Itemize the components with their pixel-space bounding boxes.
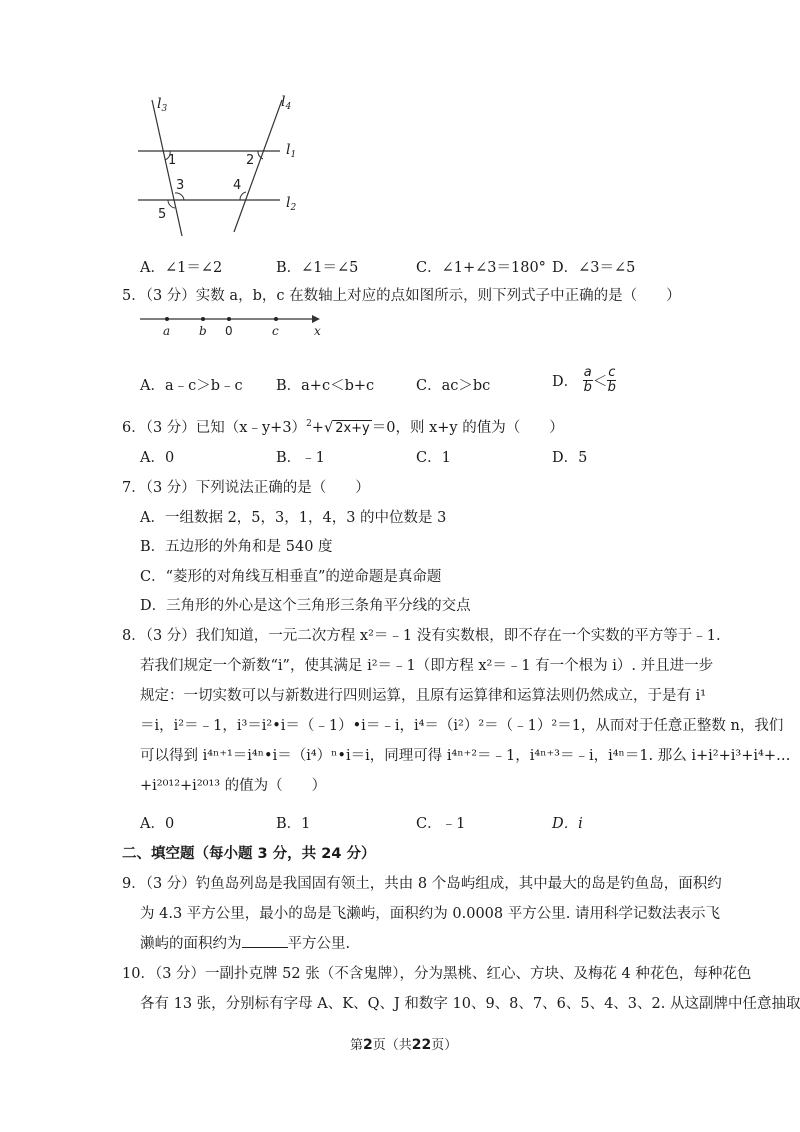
l4-subscript: 4 xyxy=(285,102,292,112)
q7-option-a: A．一组数据 2，5，3，1，4，3 的中位数是 3 xyxy=(140,510,447,526)
q10-line-2: 各有 13 张，分别标有字母 A、K、Q、J 和数字 10、9、8、7、6、5、4、3、2. 从这副牌中任意抽取 xyxy=(140,996,800,1012)
angle-3-label: 3 xyxy=(176,178,185,193)
answer-blank[interactable] xyxy=(242,935,288,948)
q5-option-b: B．a+c＜b+c xyxy=(276,378,375,394)
fraction-denominator-b: b xyxy=(583,380,592,395)
fraction-numerator-a: a xyxy=(583,365,592,380)
q7-option-b: B．五边形的外角和是 540 度 xyxy=(140,539,333,555)
footer-post: 页） xyxy=(431,1038,458,1053)
section-2-heading: 二、填空题（每小题 3 分，共 24 分） xyxy=(122,846,376,862)
svg-text:l1 xyxy=(286,142,296,160)
q7-stem: 7．（3 分）下列说法正确的是（ ） xyxy=(122,480,370,496)
label-b: b xyxy=(199,324,207,338)
l1-subscript: 1 xyxy=(290,150,297,160)
q6-plus: + xyxy=(311,420,324,436)
q6-option-a: A．0 xyxy=(140,450,175,466)
q5-option-d-label: D． xyxy=(552,374,579,390)
l2-subscript: 2 xyxy=(290,203,297,213)
q5-option-d xyxy=(552,366,616,395)
q10-line-1: 10．（3 分）一副扑克牌 52 张（不含鬼牌），分为黑桃、红心、方块、及梅花 4 种花色，每种花色 xyxy=(122,966,752,982)
svg-text:l4 xyxy=(281,94,291,112)
q8-option-c: C．﹣1 xyxy=(416,816,466,832)
less-than-sign: ＜ xyxy=(592,374,608,390)
angle-1-label: 1 xyxy=(168,153,177,168)
footer-pre: 第 xyxy=(350,1038,364,1053)
q9-line-1: 9．（3 分）钓鱼岛列岛是我国固有领土，共由 8 个岛屿组成，其中最大的岛是钓鱼岛，面积约 xyxy=(122,876,722,892)
svg-text:l2 xyxy=(286,195,296,213)
page-footer xyxy=(350,1034,457,1053)
line-l4 xyxy=(234,100,282,232)
q5-option-a: A．a﹣c＞b﹣c xyxy=(140,378,243,394)
q6-stem xyxy=(122,416,564,437)
l3-label: l xyxy=(157,96,162,112)
q6-stem-post: ＝0，则 x+y 的值为（ ） xyxy=(371,420,564,436)
fraction-denominator-b2: b xyxy=(607,380,616,395)
q8-option-a: A．0 xyxy=(140,816,175,832)
q5-option-c: C．ac＞bc xyxy=(416,378,491,394)
q8-line-6: +i²⁰¹²+i²⁰¹³ 的值为（ ） xyxy=(140,778,327,794)
point-a xyxy=(165,317,169,321)
q4-option-d: D．∠3＝∠5 xyxy=(552,260,636,276)
q8-option-d: D．i xyxy=(552,816,583,832)
angle-3-arc xyxy=(175,193,184,200)
sqrt-sign: √ xyxy=(323,420,334,436)
q8-line-2: 若我们规定一个新数“i”，使其满足 i²＝﹣1（即方程 x²＝﹣1 有一个根为 i）. 并且进一步 xyxy=(140,658,714,674)
q5-number-line xyxy=(140,310,340,338)
label-c: c xyxy=(272,324,279,338)
q9-line-3-pre: 濑屿的面积约为 xyxy=(140,936,242,952)
q7-option-c: C．“菱形的对角线互相垂直”的逆命题是真命题 xyxy=(140,569,442,585)
l3-subscript: 3 xyxy=(161,104,168,114)
q4-option-a: A．∠1＝∠2 xyxy=(140,260,223,276)
label-a: a xyxy=(163,324,171,338)
q8-line-4: ＝i，i²＝﹣1，i³＝i²•i＝（﹣1）•i＝﹣i，i⁴＝（i²）²＝（﹣1）²＝1，从而对于任意正整数 n，我们 xyxy=(140,718,784,734)
q9-line-2: 为 4.3 平方公里，最小的岛是飞濑屿，面积约为 0.0008 平方公里. 请用科学记数法表示飞 xyxy=(140,906,720,922)
footer-mid: 页（共 xyxy=(372,1038,412,1053)
angle-4-label: 4 xyxy=(233,178,242,193)
q6-stem-pre: 6．（3 分）已知（x﹣y+3） xyxy=(122,420,307,436)
point-b xyxy=(201,317,205,321)
q8-option-b: B．1 xyxy=(276,816,311,832)
q6-option-d: D．5 xyxy=(552,450,588,466)
q6-option-b: B．﹣1 xyxy=(276,450,325,466)
label-x: x xyxy=(314,324,321,338)
l1-label: l xyxy=(286,142,291,158)
l2-label: l xyxy=(286,195,291,211)
q4-option-b: B．∠1＝∠5 xyxy=(276,260,359,276)
q8-line-5: 可以得到 i⁴ⁿ⁺¹＝i⁴ⁿ•i＝（i⁴）ⁿ•i＝i，同理可得 i⁴ⁿ⁺²＝﹣1，i⁴ⁿ⁺³＝﹣i，i⁴ⁿ＝1. 那么 i+i²+i³+i⁴+… xyxy=(140,748,791,764)
q8-line-3: 规定：一切实数可以与新数进行四则运算，且原有运算律和运算法则仍然成立，于是有 i¹ xyxy=(140,688,707,704)
q9-line-3 xyxy=(140,932,350,953)
angle-5-label: 5 xyxy=(158,207,167,222)
point-c xyxy=(274,317,278,321)
label-zero: 0 xyxy=(225,324,233,338)
q4-parallel-lines-figure xyxy=(130,88,310,248)
fraction-numerator-c: c xyxy=(608,365,616,380)
q6-option-c: C．1 xyxy=(416,450,451,466)
q9-line-3-post: 平方公里. xyxy=(287,936,351,952)
fraction-c-over-b xyxy=(607,366,616,395)
angle-2-label: 2 xyxy=(246,153,255,168)
number-line-arrow xyxy=(312,315,320,323)
l4-label: l xyxy=(281,94,286,110)
q5-stem: 5．（3 分）实数 a，b，c 在数轴上对应的点如图所示，则下列式子中正确的是（ ） xyxy=(122,288,681,304)
q8-line-1: 8．（3 分）我们知道，一元二次方程 x²＝﹣1 没有实数根，即不存在一个实数的平方等于﹣1. xyxy=(122,628,721,644)
q7-option-d: D．三角形的外心是这个三角形三条角平分线的交点 xyxy=(140,598,471,614)
fraction-a-over-b xyxy=(583,366,593,395)
q4-option-c: C．∠1+∠3＝180° xyxy=(416,260,546,276)
footer-total-pages: 22 xyxy=(411,1037,432,1053)
footer-page-number: 2 xyxy=(363,1037,373,1053)
q6-exponent: 2 xyxy=(306,419,312,429)
q6-radicand: 2x+y xyxy=(335,421,370,436)
angle-4-arc xyxy=(240,192,246,200)
line-l3 xyxy=(152,100,185,236)
svg-text:l3 xyxy=(157,96,167,114)
point-zero xyxy=(227,317,231,321)
